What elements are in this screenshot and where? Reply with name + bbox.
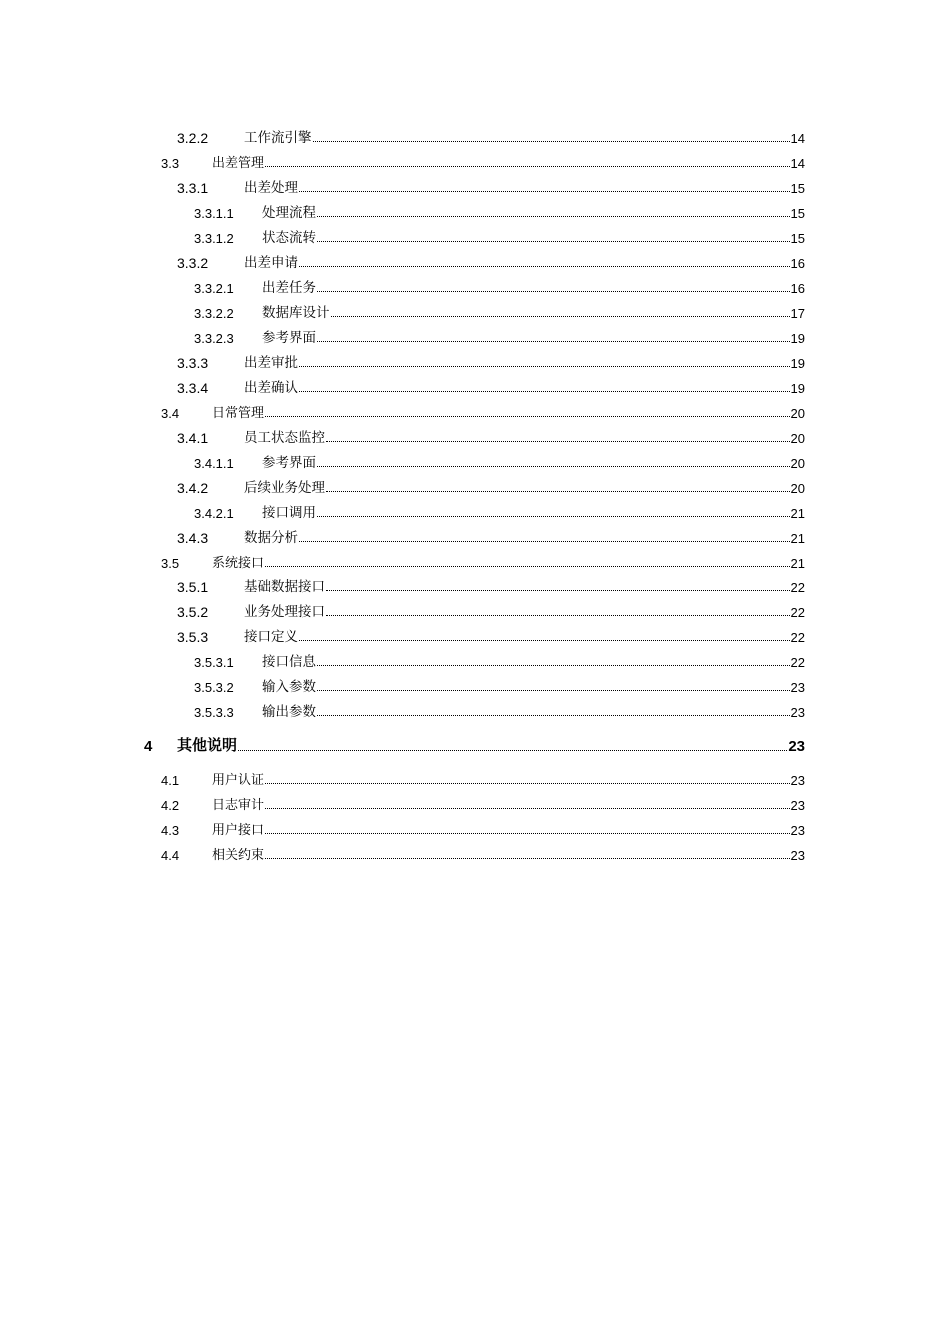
dot-leader xyxy=(265,565,790,567)
toc-entry-title: 输出参数 xyxy=(262,704,316,720)
toc-entry-page: 17 xyxy=(790,306,805,321)
toc-entry-title: 接口调用 xyxy=(262,505,316,521)
toc-entry-page: 16 xyxy=(790,281,805,296)
toc-entry-number: 3.3.3 xyxy=(177,355,209,371)
toc-entry-number: 3.3.2 xyxy=(177,255,209,271)
toc-entry-number: 3.3.1.1 xyxy=(194,206,234,221)
toc-entry-number: 3.3.1.2 xyxy=(194,231,234,246)
toc-entry-number: 3.3 xyxy=(161,156,180,171)
toc-entry-title: 数据库设计 xyxy=(262,305,330,321)
toc-entry-page: 20 xyxy=(790,406,805,421)
toc-entry-number: 3.3.1 xyxy=(177,180,209,196)
dot-leader xyxy=(317,689,790,691)
toc-entry[interactable] xyxy=(194,650,805,670)
toc-entry-number: 3.4.1.1 xyxy=(194,456,234,471)
toc-entry-number: 3.5.3.2 xyxy=(194,680,234,695)
toc-entry[interactable] xyxy=(161,768,805,788)
toc-entry-page: 21 xyxy=(790,531,805,546)
toc-entry-page: 19 xyxy=(790,356,805,371)
toc-entry-page: 23 xyxy=(790,823,805,838)
toc-entry[interactable] xyxy=(177,376,805,396)
toc-entry-page: 23 xyxy=(790,773,805,788)
toc-entry-title: 日常管理 xyxy=(212,406,265,421)
toc-entry-title: 基础数据接口 xyxy=(244,579,325,595)
toc-entry-title: 参考界面 xyxy=(262,455,316,471)
dot-leader xyxy=(317,465,790,467)
toc-entry-title: 参考界面 xyxy=(262,330,316,346)
dot-leader xyxy=(326,589,790,591)
toc-entry[interactable] xyxy=(177,426,805,446)
toc-entry-number: 4.2 xyxy=(161,798,180,813)
toc-entry[interactable] xyxy=(194,226,805,246)
toc-entry-number: 3.5.3 xyxy=(177,629,209,645)
toc-entry[interactable] xyxy=(177,351,805,371)
toc-entry[interactable] xyxy=(194,675,805,695)
toc-entry[interactable] xyxy=(161,843,805,863)
toc-entry[interactable] xyxy=(177,176,805,196)
dot-leader xyxy=(299,540,790,542)
toc-entry-number: 3.3.2.2 xyxy=(194,306,234,321)
toc-entry-number: 3.3.2.3 xyxy=(194,331,234,346)
toc-entry-number: 4 xyxy=(144,738,153,755)
toc-entry-title: 相关约束 xyxy=(212,848,265,863)
toc-entry-title: 系统接口 xyxy=(212,556,265,571)
toc-entry-page: 21 xyxy=(790,556,805,571)
dot-leader xyxy=(331,315,790,317)
toc-entry-title: 接口信息 xyxy=(262,654,316,670)
dot-leader xyxy=(265,857,790,859)
toc-entry-title: 出差审批 xyxy=(244,355,298,371)
toc-entry-title: 用户接口 xyxy=(212,823,265,838)
toc-entry-page: 22 xyxy=(790,655,805,670)
toc-entry-title: 工作流引擎 xyxy=(244,130,312,146)
toc-entry-page: 22 xyxy=(790,580,805,595)
toc-entry[interactable] xyxy=(177,600,805,620)
toc-entry-page: 19 xyxy=(790,331,805,346)
toc-entry-page: 14 xyxy=(790,156,805,171)
dot-leader xyxy=(326,440,790,442)
toc-entry-title: 出差任务 xyxy=(262,280,316,296)
toc-entry-number: 3.5 xyxy=(161,556,180,571)
dot-leader xyxy=(317,240,790,242)
toc-entry[interactable] xyxy=(177,526,805,546)
toc-entry[interactable] xyxy=(161,151,805,171)
toc-entry-page: 20 xyxy=(790,481,805,496)
toc-entry[interactable] xyxy=(177,476,805,496)
dot-leader xyxy=(265,782,790,784)
dot-leader xyxy=(265,807,790,809)
toc-entry-number: 3.4 xyxy=(161,406,180,421)
toc-entry-number: 3.5.1 xyxy=(177,579,209,595)
toc-entry-page: 23 xyxy=(788,738,805,755)
toc-entry[interactable] xyxy=(161,401,805,421)
toc-entry-number: 3.4.1 xyxy=(177,430,209,446)
toc-entry-page: 19 xyxy=(790,381,805,396)
toc-entry-title: 处理流程 xyxy=(262,205,316,221)
toc-entry-number: 3.3.2.1 xyxy=(194,281,234,296)
toc-entry-number: 3.2.2 xyxy=(177,130,209,146)
toc-entry-title: 日志审计 xyxy=(212,798,265,813)
toc-entry-number: 3.4.2.1 xyxy=(194,506,234,521)
toc-entry[interactable] xyxy=(177,575,805,595)
toc-entry[interactable] xyxy=(194,201,805,221)
dot-leader xyxy=(265,165,790,167)
toc-entry-page: 23 xyxy=(790,848,805,863)
dot-leader xyxy=(317,664,790,666)
toc-entry[interactable] xyxy=(161,793,805,813)
toc-entry-number: 4.4 xyxy=(161,848,180,863)
toc-entry[interactable] xyxy=(177,625,805,645)
dot-leader xyxy=(326,490,790,492)
toc-entry[interactable] xyxy=(177,251,805,271)
toc-entry-number: 3.5.3.1 xyxy=(194,655,234,670)
toc-entry[interactable] xyxy=(194,451,805,471)
toc-entry-title: 出差申请 xyxy=(244,255,298,271)
dot-leader xyxy=(317,215,790,217)
toc-entry-number: 3.4.3 xyxy=(177,530,209,546)
toc-entry-page: 15 xyxy=(790,181,805,196)
toc-entry-page: 20 xyxy=(790,431,805,446)
toc-entry-title: 用户认证 xyxy=(212,773,265,788)
toc-entry-title: 出差处理 xyxy=(244,180,298,196)
dot-leader xyxy=(299,190,790,192)
dot-leader xyxy=(265,832,790,834)
toc-entry-title: 出差管理 xyxy=(212,156,265,171)
toc-entry-page: 20 xyxy=(790,456,805,471)
toc-entry[interactable] xyxy=(194,301,805,321)
dot-leader xyxy=(299,639,790,641)
toc-entry-page: 21 xyxy=(790,506,805,521)
toc-entry-page: 22 xyxy=(790,630,805,645)
toc-entry-title: 员工状态监控 xyxy=(244,430,325,446)
toc-entry-number: 3.5.2 xyxy=(177,604,209,620)
dot-leader xyxy=(317,515,790,517)
toc-entry[interactable] xyxy=(194,700,805,720)
toc-entry[interactable] xyxy=(161,818,805,838)
toc-entry-title: 后续业务处理 xyxy=(244,480,325,496)
dot-leader xyxy=(326,614,790,616)
dot-leader xyxy=(238,749,787,751)
toc-entry[interactable] xyxy=(194,501,805,521)
toc-entry-title: 接口定义 xyxy=(244,629,298,645)
toc-entry-page: 16 xyxy=(790,256,805,271)
dot-leader xyxy=(299,390,790,392)
toc-entry-number: 3.3.4 xyxy=(177,380,209,396)
toc-entry-number: 3.4.2 xyxy=(177,480,209,496)
toc-entry-page: 14 xyxy=(790,131,805,146)
dot-leader xyxy=(317,340,790,342)
toc-entry-title: 数据分析 xyxy=(244,530,298,546)
dot-leader xyxy=(317,714,790,716)
dot-leader xyxy=(299,365,790,367)
toc-entry[interactable] xyxy=(194,276,805,296)
toc-entry-title: 业务处理接口 xyxy=(244,604,325,620)
dot-leader xyxy=(317,290,790,292)
toc-entry-title: 其他说明 xyxy=(177,736,238,754)
toc-entry-title: 出差确认 xyxy=(244,380,298,396)
toc-entry-number: 4.1 xyxy=(161,773,180,788)
dot-leader xyxy=(299,265,790,267)
toc-entry-number: 3.5.3.3 xyxy=(194,705,234,720)
toc-entry-page: 23 xyxy=(790,680,805,695)
toc-entry-page: 23 xyxy=(790,705,805,720)
toc-entry[interactable] xyxy=(161,551,805,571)
toc-entry[interactable] xyxy=(194,326,805,346)
toc-entry-chapter[interactable] xyxy=(144,733,805,755)
toc-entry-page: 15 xyxy=(790,231,805,246)
toc-entry-page: 15 xyxy=(790,206,805,221)
toc-entry-number: 4.3 xyxy=(161,823,180,838)
dot-leader xyxy=(265,415,790,417)
toc-entry-page: 23 xyxy=(790,798,805,813)
dot-leader xyxy=(313,140,790,142)
toc-entry-page: 22 xyxy=(790,605,805,620)
toc-entry-title: 输入参数 xyxy=(262,679,316,695)
toc-entry-title: 状态流转 xyxy=(262,230,316,246)
toc-entry[interactable] xyxy=(177,126,805,146)
